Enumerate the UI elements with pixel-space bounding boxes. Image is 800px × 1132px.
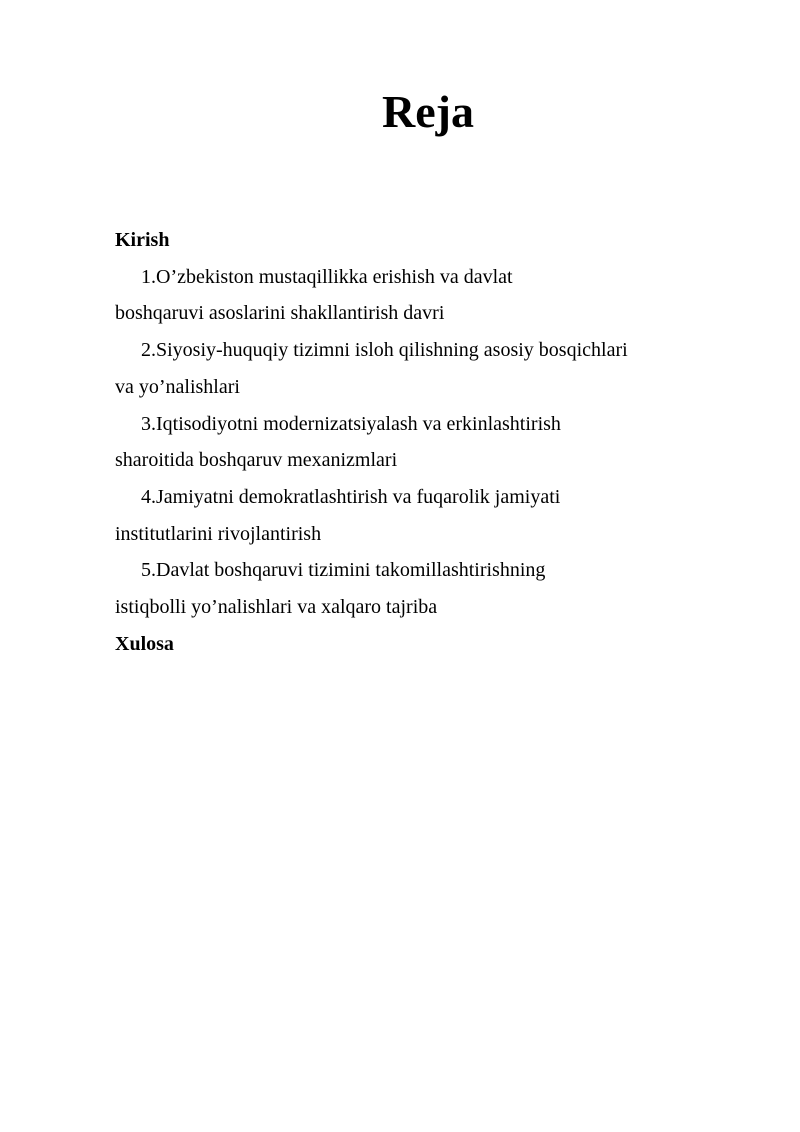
plan-item-text: 4.Jamiyatni demokratlashtirish va fuqarolik jamiyati [141, 485, 561, 508]
section-heading-conclusion: Xulosa [115, 632, 174, 655]
plan-item-text: boshqaruvi asoslarini shakllantirish davri [115, 302, 445, 325]
plan-item-4 [115, 479, 715, 552]
plan-item-text: sharoitida boshqaruv mexanizmlari [115, 449, 398, 472]
plan-item-text: 2.Siyosiy-huquqiy tizimni isloh qilishning asosiy bosqichlari [141, 339, 628, 362]
plan-item-2 [115, 332, 715, 405]
section-heading-intro: Kirish [115, 229, 170, 251]
page-title: Reja [382, 86, 474, 137]
plan-item-text: 1.O’zbekiston mustaqillikka erishish va davlat [141, 265, 513, 288]
plan-item-5 [115, 552, 715, 625]
plan-item-text: istiqbolli yo’nalishlari va xalqaro tajriba [115, 596, 438, 619]
plan-item-1 [115, 259, 715, 332]
plan-item-text: 5.Davlat boshqaruvi tizimini takomillashtirishning [141, 559, 546, 582]
plan-item-3 [115, 406, 715, 479]
plan-item-text: va yo’nalishlari [115, 375, 240, 398]
plan-list [115, 222, 715, 662]
plan-item-text: 3.Iqtisodiyotni modernizatsiyalash va erkinlashtirish [141, 412, 561, 435]
plan-item-text: institutlarini rivojlantirish [115, 522, 322, 545]
